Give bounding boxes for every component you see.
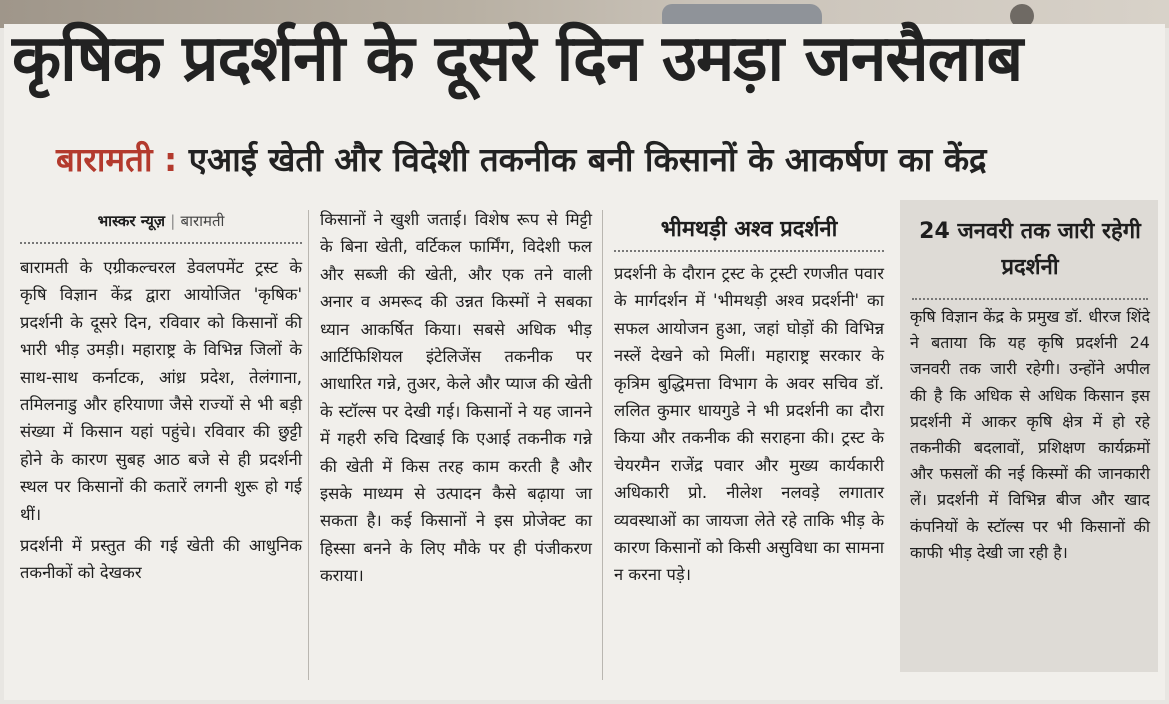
article-column-2 [320,206,592,594]
column-divider [602,210,603,680]
section-heading: भीमथड़ी अश्व प्रदर्शनी [614,210,884,252]
byline-separator: | [170,212,176,230]
subheadline [56,140,987,180]
headline: कृषिक प्रदर्शनी के दूसरे दिन उमड़ा जनसैलाब [12,22,1023,96]
sidebar-text: कृषि विज्ञान केंद्र के प्रमुख डॉ. धीरज शिंदे ने बताया कि यह कृषि प्रदर्शनी 24 जनवरी तक जारी रहेगी। उन्होंने अपील की है कि अधिक से अधिक किसान इस प्रदर्शनी में आकर कृषि क्षेत्र में हो रहे तकनीकी बदलावों, प्रशिक्षण कार्यक्रमों और फसलों की नई किस्मों की जानकारी लें। प्रदर्शनी में विभिन्न बीज और खाद कंपनियों के स्टॉल्स पर भी किसानों की काफी भीड़ देखी जा रही है। [910,307,1150,562]
sidebar-divider [912,298,1148,300]
byline [20,210,302,244]
paragraph: प्रदर्शनी में प्रस्तुत की गई खेती की आधुनिक तकनीकों को देखकर [20,536,302,583]
paragraph: बारामती के एग्रीकल्चरल डेवलपमेंट ट्रस्ट के कृषि विज्ञान केंद्र द्वारा आयोजित 'कृषिक' प्रदर्शनी के दूसरे दिन, रविवार को किसानों की भारी भीड़ उमड़ी। महाराष्ट्र के विभिन्न जिलों के साथ-साथ कर्नाटक, आंध्र प्रदेश, तेलंगाना, तमिलनाडु और हरियाणा जैसे राज्यों से भी बड़ी संख्या में किसान यहां पहुंचे। रविवार की छुट्टी होने के कारण सुबह आठ बजे से ही प्रदर्शनी स्थल पर किसानों की कतारें लगनी शुरू हो गई थीं। [20,258,302,524]
sidebar-heading: 24 जनवरी तक जारी रहेगी प्रदर्शनी [919,219,1141,280]
article-column-1 [20,210,302,591]
column-divider [308,210,309,680]
paragraph: प्रदर्शनी के दौरान ट्रस्ट के ट्रस्टी रणजीत पवार के मार्गदर्शन में 'भीमथड़ी अश्व प्रदर्शनी' का सफल आयोजन हुआ, जहां घोड़ों की विभिन्न नस्लें देखने को मिलीं। महाराष्ट्र सरकार के कृत्रिम बुद्धिमत्ता विभाग के अवर सचिव डॉ. ललित कुमार धायगुडे ने भी प्रदर्शनी का दौरा किया और तकनीक की सराहना की। ट्रस्ट के चेयरमैन राजेंद्र पवार और मुख्य कार्यकारी अधिकारी प्रो. नीलेश नलवड़े लगातार व्यवस्थाओं का जायजा लेते रहे ताकि भीड़ के कारण किसानों को किसी असुविधा का सामना न करना पड़े। [614,264,884,585]
byline-agency: भास्कर न्यूज़ [97,212,165,230]
subheadline-place: बारामती : [56,140,178,179]
paragraph: किसानों ने खुशी जताई। विशेष रूप से मिट्टी के बिना खेती, वर्टिकल फार्मिंग, विदेशी फल और सब्जी की खेती, और एक तने वाली अनार व अमरूद की उन्नत किस्मों ने सबका ध्यान आकर्षित किया। सबसे अधिक भीड़ आर्टिफिशियल इंटेलिजेंस तकनीक पर आधारित गन्ने, तुअर, केले और प्याज की खेती के स्टॉल्स पर देखी गई। किसानों ने यह जानने में गहरी रुचि दिखाई कि एआई तकनीक गन्ने की खेती में किस तरह काम करती है और इसके माध्यम से उत्पादन कैसे बढ़ाया जा सकता है। कई किसानों ने इस प्रोजेक्ट का हिस्सा बनने के लिए मौके पर ही पंजीकरण कराया। [320,210,592,586]
subheadline-text: एआई खेती और विदेशी तकनीक बनी किसानों के आकर्षण का केंद्र [188,140,987,179]
byline-location: बारामती [180,212,225,230]
article-column-3 [614,210,884,593]
